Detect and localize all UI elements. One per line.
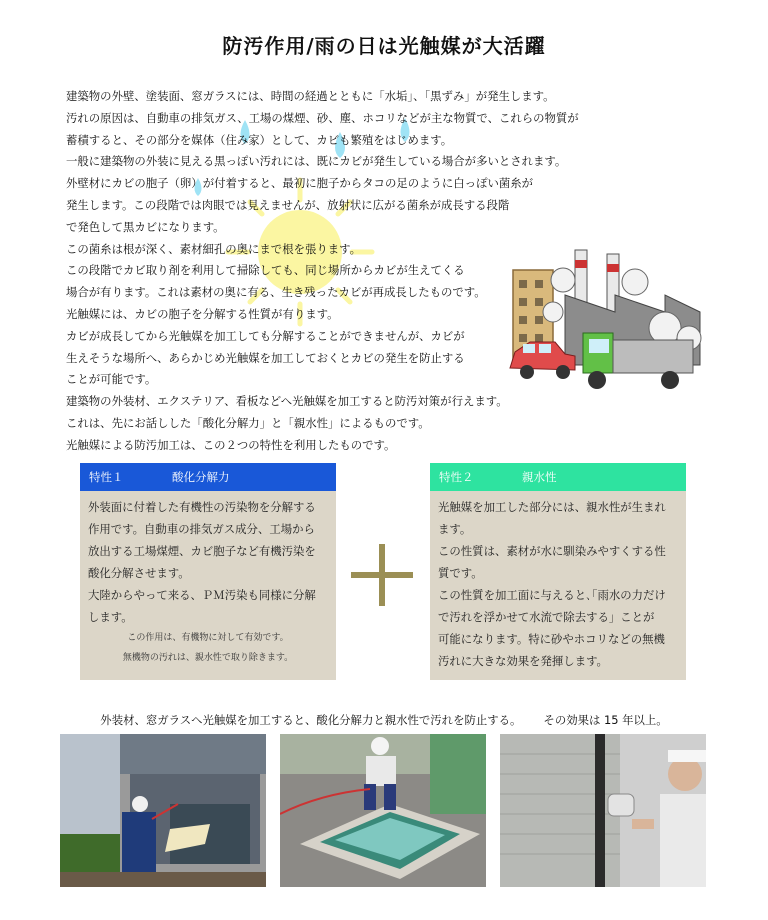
feature-header <box>80 463 336 491</box>
feature-line: 大陸からやって来る、ＰＭ汚染も同様に分解 <box>88 588 316 602</box>
feature-line: 可能になります。特に砂やホコリなどの無機 <box>438 632 665 646</box>
body-line: 発生します。この段階では肉眼では見えませんが、放射状に広がる菌糸が成長する段階 <box>66 197 510 212</box>
body-line: 建築物の外壁、塗装面、窓ガラスには、時間の経過とともに「水垢」、「黒ずみ」が発生します。 <box>66 89 555 103</box>
feature-note: この作用は、有機物に対して有効です。 <box>127 633 289 643</box>
caption-main: 外装材、窓ガラスへ光触媒を加工すると、酸化分解力と親水性で汚れを防止する。 <box>100 713 522 727</box>
body-line: 光触媒には、カビの胞子を分解する性質が有ります。 <box>66 306 339 321</box>
feature-line: 酸化分解させます。 <box>88 566 190 580</box>
feature-notes <box>80 628 336 668</box>
feature-line: 汚れに大きな効果を発揮します。 <box>438 654 608 668</box>
body-line: 生えそうな場所へ、あらかじめ光触媒を加工しておくとカビの発生を防止する <box>66 350 465 365</box>
feature-line: 作用です。自動車の排気ガス成分、工場から <box>88 522 315 536</box>
feature-description <box>80 491 336 628</box>
body-line: 場合が有ります。これは素材の奥に有る、生き残ったカビが再成長したものです。 <box>66 285 486 300</box>
feature-line: ます。 <box>438 522 472 536</box>
body-line: この菌糸は根が深く、素材細孔の奥にまで根を張ります。 <box>66 241 362 256</box>
feature-line: 質です。 <box>438 566 483 580</box>
feature-name: 酸化分解力 <box>172 470 230 484</box>
plus-icon <box>349 542 415 608</box>
feature-note: 無機物の汚れは、親水性で取り除きます。 <box>122 653 294 663</box>
body-line: 蓄積すると、その部分を媒体（住み家）として、カビも繁殖をはじめます。 <box>66 132 453 147</box>
body-paragraph <box>66 86 626 457</box>
feature-line: で汚れを浮かせて水流で除去する」ことが <box>438 610 655 624</box>
feature-line: この性質は、素材が水に馴染みやすくする性 <box>438 544 666 558</box>
feature-line: します。 <box>88 610 133 624</box>
body-line: カビが成長してから光触媒を加工しても分解することができませんが、カビが <box>66 328 465 343</box>
feature-card-hydrophilic <box>430 463 686 680</box>
feature-line: 外装面に付着した有機性の汚染物を分解する <box>88 500 316 514</box>
feature-line: 放出する工場煤煙、カビ胞子など有機汚染を <box>88 544 316 558</box>
feature-card-oxidation <box>80 463 336 680</box>
feature-header <box>430 463 686 491</box>
feature-line: この性質を加工面に与えると､｢雨水の力だけ <box>438 588 666 602</box>
body-line: これは、先にお話しした「酸化分解力」と「親水性」によるものです。 <box>66 415 430 430</box>
feature-label: 特性１ <box>89 470 124 484</box>
photo-worker-spraying-wall <box>500 734 706 887</box>
body-line: で発色して黒カビになります。 <box>66 219 225 234</box>
body-line: 汚れの原因は、自動車の排気ガス、工場の煤煙、砂、塵、ホコリなどが主な物質で、これらの物質が <box>66 110 579 125</box>
body-line: ことが可能です。 <box>66 372 157 387</box>
caption-effect: その効果は 15 年以上。 <box>543 713 668 727</box>
body-line: 光触媒による防汚加工は、この２つの特性を利用したものです。 <box>66 437 396 452</box>
body-line: この段階でカビ取り剤を利用して掃除しても、同じ場所からカビが生えてくる <box>66 263 465 278</box>
photo-worker-spraying-skylight <box>280 734 486 887</box>
body-line: 外壁材にカビの胞子（卵）が付着すると、最初に胞子からタコの足のように白っぽい菌糸が <box>66 176 534 191</box>
body-line: 建築物の外装材、エクステリア、看板などへ光触媒を加工すると防汚対策が行えます。 <box>66 394 508 409</box>
photo-worker-spraying-window <box>60 734 266 887</box>
feature-label: 特性２ <box>439 470 474 484</box>
photo-caption <box>0 712 768 728</box>
page-title: 防汚作用/雨の日は光触媒が大活躍 <box>222 34 546 58</box>
feature-description <box>430 491 686 672</box>
feature-line: 光触媒を加工した部分には、親水性が生まれ <box>438 500 666 514</box>
body-line: 一般に建築物の外装に見える黒っぽい汚れには、既にカビが発生している場合が多いとされます。 <box>66 154 567 169</box>
feature-name: 親水性 <box>522 470 557 484</box>
